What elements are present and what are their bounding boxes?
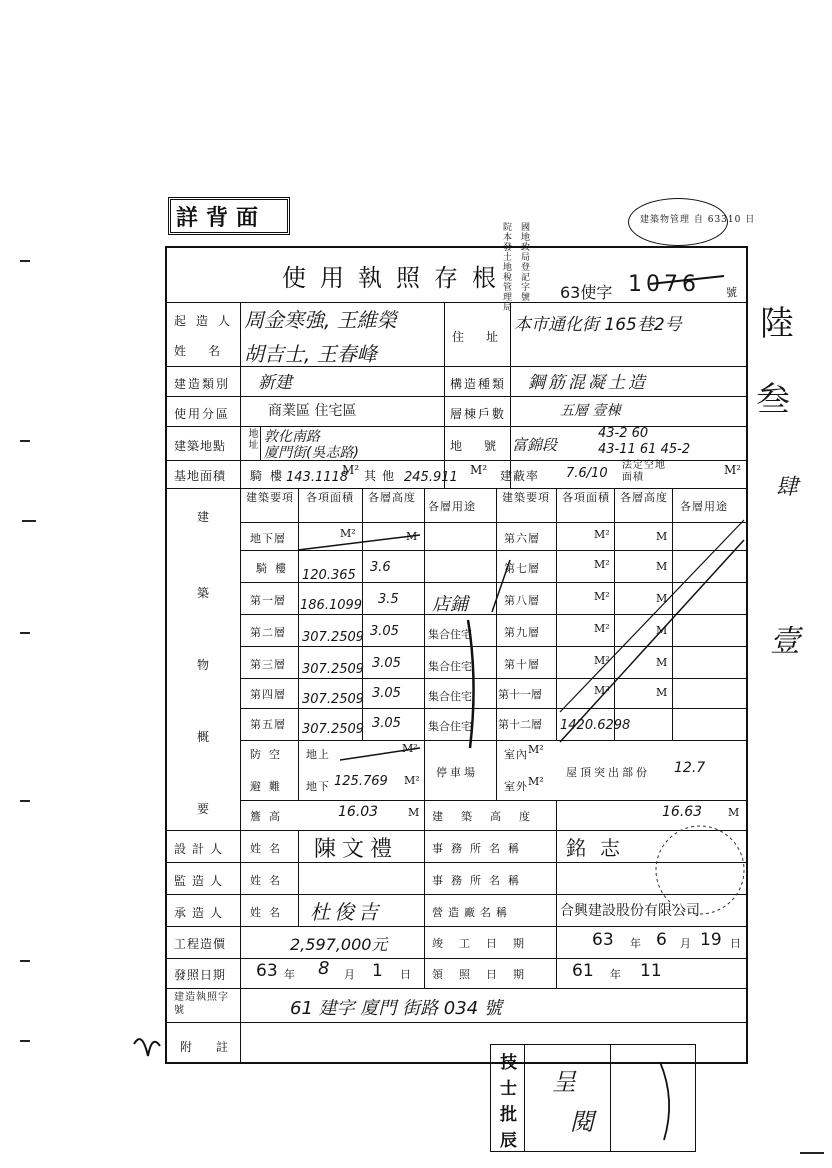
fourth-area: 307.2509 xyxy=(302,692,365,707)
outdoor-label: 室外 xyxy=(504,780,528,793)
lot-label: 地號 xyxy=(450,439,519,453)
floor-label-6: 第六層 xyxy=(504,532,540,545)
col-height-header: 各層高度 xyxy=(368,491,416,504)
floor-label-7: 第七層 xyxy=(504,562,540,575)
unit-m: M xyxy=(656,560,668,573)
margin-tick xyxy=(20,1040,30,1042)
building-summary-char: 要 xyxy=(197,802,212,816)
arcade-row-label: 騎樓 xyxy=(256,562,294,575)
building-height-label: 建築高度 xyxy=(432,810,548,823)
below-label: 地下 xyxy=(306,780,330,793)
address-label: 住址 xyxy=(452,330,521,344)
detail-back-stamp-label: 詳背面 xyxy=(176,205,267,231)
approval-box-divider xyxy=(610,1044,611,1152)
col-line xyxy=(496,488,497,800)
permit-number-label: 建造執照字號 xyxy=(174,992,229,1016)
first-area: 186.1099 xyxy=(300,598,363,613)
form-number: 1076 xyxy=(628,272,700,297)
unit-m: M xyxy=(656,656,668,669)
legal-area-unit: M² xyxy=(724,463,742,477)
col-line xyxy=(556,926,557,988)
above-unit: M² xyxy=(402,742,418,755)
eave-height-unit: M xyxy=(408,806,420,819)
completion-label: 竣工日期 xyxy=(432,937,540,950)
usage-zone-label: 使用分區 xyxy=(174,407,231,421)
designer-office-label: 事務所名稱 xyxy=(432,842,527,855)
issue-month-label: 月 xyxy=(344,968,356,981)
issue-date-label: 發照日期 xyxy=(174,968,227,982)
roof-protrusion-value: 12.7 xyxy=(674,760,706,776)
completion-year: 63 xyxy=(592,930,614,950)
owner-label: 起造人 xyxy=(174,314,241,328)
site-area-label: 基地面積 xyxy=(174,469,227,483)
col-line xyxy=(424,926,425,988)
receipt-month: 11 xyxy=(640,961,662,981)
pen-stroke xyxy=(134,1039,160,1056)
building-height-unit: M xyxy=(728,806,740,819)
col-line xyxy=(614,488,615,740)
floor-label-12: 第十二層 xyxy=(498,718,542,731)
approval-mark: 呈 xyxy=(552,1068,576,1096)
approval-char: 技 xyxy=(500,1053,519,1073)
unit-m2: M² xyxy=(594,558,610,571)
other-area-value: 245.911 xyxy=(404,470,458,485)
floor-label-10: 第十層 xyxy=(504,658,540,671)
margin-tick xyxy=(20,800,30,802)
receipt-year-label: 年 xyxy=(610,968,622,981)
building-summary-char: 築 xyxy=(197,586,212,600)
address-value: 本市通化街 165巷2号 xyxy=(514,315,682,335)
remarks-label: 附註 xyxy=(180,1040,253,1054)
unit-m2: M² xyxy=(340,527,356,540)
fifth-area: 307.2509 xyxy=(302,722,365,737)
usage-zone-value: 商業區 住宅區 xyxy=(268,403,357,419)
shelter-label: 避難 xyxy=(250,780,288,793)
arcade-floor-area: 120.365 xyxy=(302,568,356,583)
form-number-prefix: 63使字 xyxy=(560,283,613,302)
row-line xyxy=(165,1022,748,1023)
col-area-header-right: 各項面積 xyxy=(562,491,610,504)
floor-label-11: 第十一層 xyxy=(498,688,542,701)
col-line xyxy=(556,800,557,830)
third-area: 307.2509 xyxy=(302,662,365,677)
approval-box-divider xyxy=(524,1044,525,1152)
floor-label-8: 第八層 xyxy=(504,594,540,607)
fourth-height: 3.05 xyxy=(372,686,401,701)
contractor-label: 承造人 xyxy=(174,906,229,920)
first-use: 店鋪 xyxy=(432,594,468,615)
row-line xyxy=(165,426,748,427)
margin-mark: 叁 xyxy=(756,380,790,420)
floor-label-5: 第五層 xyxy=(250,718,286,731)
unit-m: M xyxy=(406,530,418,543)
basement-label: 地下層 xyxy=(250,532,286,545)
row-line xyxy=(165,862,748,863)
owner-name-label: 姓名 xyxy=(174,344,243,358)
location-label: 建築地點 xyxy=(174,439,227,453)
row-line xyxy=(165,830,748,831)
lot-line1: 43-2 60 xyxy=(598,426,649,441)
lot-main: 富錦段 xyxy=(512,436,558,454)
col-use-header: 各層用途 xyxy=(428,500,476,513)
row-line xyxy=(165,396,748,397)
building-summary-char: 建 xyxy=(197,510,212,524)
total-area: 1420.6298 xyxy=(560,718,631,733)
receipt-year: 61 xyxy=(572,961,594,981)
col-line xyxy=(556,488,557,740)
margin-tick xyxy=(20,260,30,262)
col-line xyxy=(556,830,557,926)
arcade-area-value: 143.1118 xyxy=(286,470,349,485)
header-note-left: 院本發土地稅管理局 xyxy=(501,222,511,312)
col-line xyxy=(424,830,425,926)
col-item-header-right: 建築要項 xyxy=(502,491,550,504)
approval-char: 批 xyxy=(500,1105,519,1125)
row-line xyxy=(165,988,748,989)
col-height-header-right: 各層高度 xyxy=(620,491,668,504)
unit-m2: M² xyxy=(594,528,610,541)
completion-day: 19 xyxy=(700,930,722,950)
cost-value: 2,597,000元 xyxy=(290,935,388,954)
legal-area-label: 法定空地面積 xyxy=(622,460,666,483)
issue-day: 1 xyxy=(372,961,383,981)
unit-m2: M² xyxy=(594,590,610,603)
margin-mark: 陸 xyxy=(760,304,794,344)
coverage-label: 建蔽率 xyxy=(500,469,540,483)
form-title: 使用執照存根 xyxy=(282,264,510,292)
col-area-header: 各項面積 xyxy=(306,491,354,504)
air-raid-label: 防空 xyxy=(250,748,288,761)
designer-name-label: 姓名 xyxy=(250,842,288,855)
arcade-floor-height: 3.6 xyxy=(370,560,391,575)
issue-month: 8 xyxy=(318,958,330,979)
designer-label: 設計人 xyxy=(174,842,229,856)
supervisor-label: 監造人 xyxy=(174,874,229,888)
col-line xyxy=(424,800,425,830)
col-line xyxy=(260,426,261,460)
contractor-name: 杜俊吉 xyxy=(310,900,382,924)
approval-mark: 閱 xyxy=(570,1108,594,1136)
second-area: 307.2509 xyxy=(302,630,365,645)
unit-m2: M² xyxy=(594,622,610,635)
building-summary-char: 物 xyxy=(197,658,212,672)
structure-type-value: 鋼筋混凝土造 xyxy=(528,373,648,393)
unit-m2: M² xyxy=(594,684,610,697)
first-height: 3.5 xyxy=(378,592,399,607)
arcade-unit: M² xyxy=(342,463,360,477)
approval-char: 士 xyxy=(500,1079,519,1099)
building-type-label: 建造類別 xyxy=(174,377,231,391)
col-line xyxy=(240,302,241,1064)
building-type-value: 新建 xyxy=(258,373,292,393)
row-line xyxy=(165,488,748,489)
third-use: 集合住宅 xyxy=(428,660,472,673)
margin-tick xyxy=(800,1152,824,1154)
row-line xyxy=(165,894,748,895)
floor-label-1: 第一層 xyxy=(250,594,286,607)
margin-tick xyxy=(22,520,36,522)
outdoor-unit: M² xyxy=(528,775,544,788)
margin-tick xyxy=(20,440,30,442)
other-label: 其他 xyxy=(364,469,401,483)
coverage-value: 7.6/10 xyxy=(566,466,608,481)
col-line xyxy=(298,830,299,926)
receipt-date-label: 領照日期 xyxy=(432,968,540,981)
permit-number: 61 建字 廈門 街路 034 號 xyxy=(290,998,502,1019)
unit-m2: M² xyxy=(594,654,610,667)
issue-year: 63 xyxy=(256,961,278,981)
shelter-below-value: 125.769 xyxy=(334,774,388,789)
row-line xyxy=(240,800,748,801)
owners-line2: 胡吉士, 王春峰 xyxy=(244,342,377,366)
cost-label: 工程造價 xyxy=(174,937,227,951)
parking-label: 停車場 xyxy=(436,766,478,779)
unit-m: M xyxy=(656,530,668,543)
second-use: 集合住宅 xyxy=(428,628,472,641)
indoor-unit: M² xyxy=(528,743,544,756)
row-line xyxy=(165,926,748,927)
indoor-label: 室內 xyxy=(504,748,528,761)
building-height-value: 16.63 xyxy=(662,804,703,820)
header-note-right: 建築物管理 自 63310 日 xyxy=(640,215,756,225)
lot-line2: 43-11 61 45-2 xyxy=(598,442,691,457)
below-unit: M² xyxy=(404,774,420,787)
eave-height-value: 16.03 xyxy=(338,804,379,820)
col-item-header: 建築要項 xyxy=(246,491,294,504)
floor-label-2: 第二層 xyxy=(250,626,286,639)
third-height: 3.05 xyxy=(372,656,401,671)
location-sub-label: 地址 xyxy=(246,428,257,450)
location-line2: 廈門街(吳志路) xyxy=(264,445,359,461)
fifth-height: 3.05 xyxy=(372,716,401,731)
location-line1: 敦化南路 xyxy=(264,429,320,445)
unit-m: M xyxy=(656,624,668,637)
designer-name: 陳文禮 xyxy=(314,837,399,862)
structure-type-label: 構造種類 xyxy=(450,377,507,391)
row-line xyxy=(165,958,748,959)
owners-line1: 周金寒強, 王維榮 xyxy=(244,308,397,332)
contractor-name-label: 姓名 xyxy=(250,906,288,919)
form-number-suffix: 號 xyxy=(726,286,739,299)
floors-units-value: 五層 壹棟 xyxy=(560,403,621,419)
contractor-company: 合興建設股份有限公司 xyxy=(560,903,700,919)
fifth-use: 集合住宅 xyxy=(428,720,472,733)
unit-m: M xyxy=(656,592,668,605)
other-unit: M² xyxy=(470,463,488,477)
header-note-mid: 國地政局登記字號 xyxy=(519,222,529,302)
floor-label-4: 第四層 xyxy=(250,688,286,701)
margin-tick xyxy=(20,960,30,962)
col-line xyxy=(672,488,673,740)
row-line xyxy=(165,302,748,303)
above-label: 地上 xyxy=(306,748,330,761)
margin-mark: 壹 xyxy=(770,624,800,659)
completion-year-label: 年 xyxy=(630,937,642,950)
supervisor-name-label: 姓名 xyxy=(250,874,288,887)
row-line xyxy=(240,740,748,741)
building-summary-char: 概 xyxy=(197,730,212,744)
unit-m: M xyxy=(656,686,668,699)
fourth-use: 集合住宅 xyxy=(428,690,472,703)
roof-protrusion-label: 屋頂突出部份 xyxy=(566,766,650,779)
contractor-company-label: 營造廠名稱 xyxy=(432,906,512,919)
col-line xyxy=(298,488,299,800)
floors-units-label: 層棟戶數 xyxy=(450,407,507,421)
margin-mark: 肆 xyxy=(776,475,799,500)
designer-office: 銘志 xyxy=(566,836,634,860)
completion-month: 6 xyxy=(656,930,667,950)
margin-tick xyxy=(20,632,30,634)
completion-month-label: 月 xyxy=(680,937,692,950)
col-line xyxy=(424,488,425,800)
second-height: 3.05 xyxy=(370,624,399,639)
floor-label-9: 第九層 xyxy=(504,626,540,639)
supervisor-office-label: 事務所名稱 xyxy=(432,874,527,887)
issue-year-label: 年 xyxy=(284,968,296,981)
col-line xyxy=(444,302,445,488)
completion-day-label: 日 xyxy=(730,937,742,950)
approval-char: 辰 xyxy=(500,1131,519,1151)
col-use-header-right: 各層用途 xyxy=(680,500,728,513)
eave-height-label: 簷高 xyxy=(250,810,288,823)
issue-day-label: 日 xyxy=(400,968,412,981)
arcade-label: 騎樓 xyxy=(250,469,291,483)
floor-label-3: 第三層 xyxy=(250,658,286,671)
